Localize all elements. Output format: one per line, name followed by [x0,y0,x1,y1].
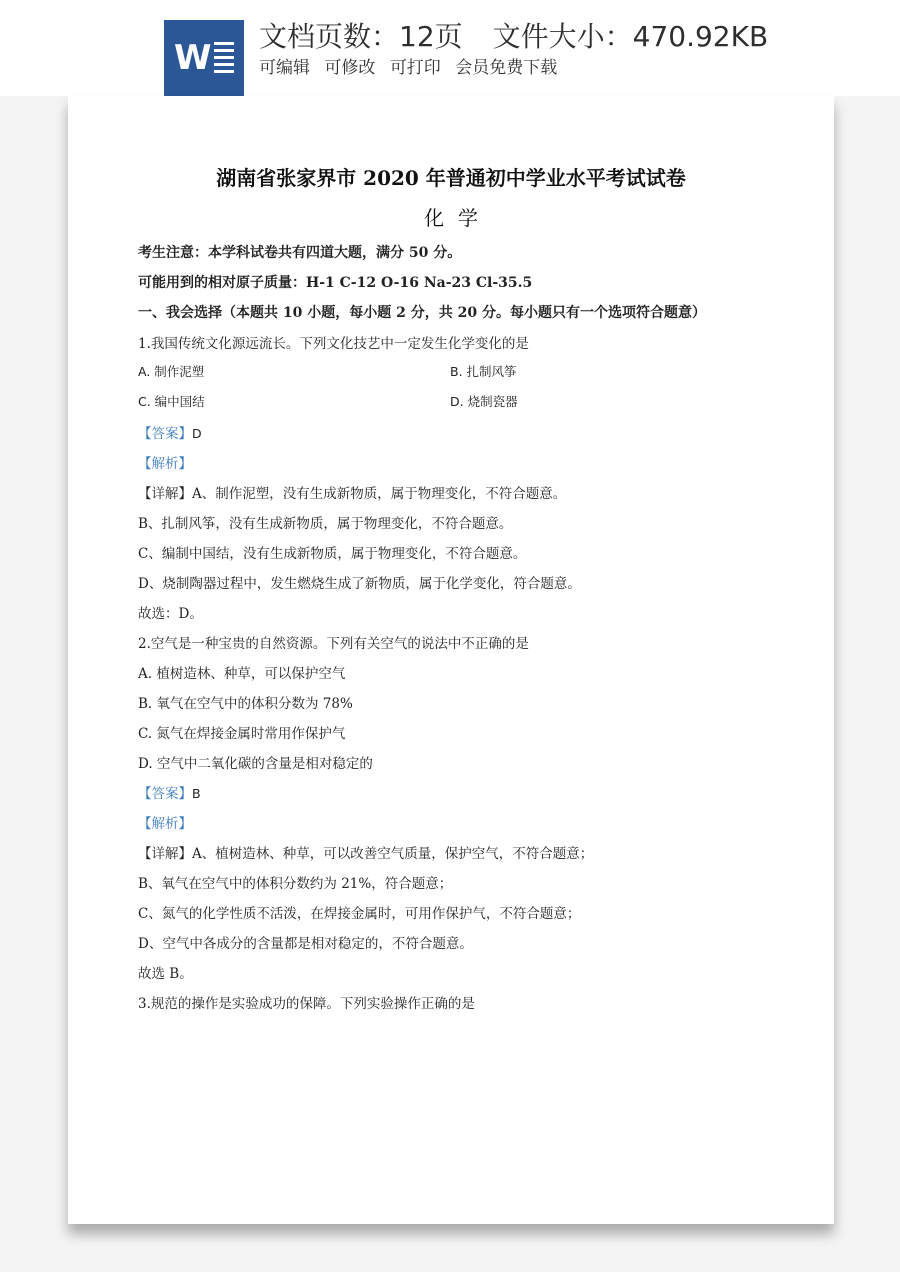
exam-subject: 化学 [424,206,492,230]
question-1-analysis-tag: 【解析】 [138,456,192,472]
question-1-detail-b: B、扎制风筝，没有生成新物质，属于物理变化，不符合题意。 [138,516,513,532]
section-heading: 一、我会选择（本题共 10 小题，每小题 2 分，共 20 分。每小题只有一个选项符合题意） [138,305,706,321]
answer-value: B [192,786,201,801]
question-1-stem: 1.我国传统文化源远流长。下列文化技艺中一定发生化学变化的是 [138,336,529,352]
question-2-conclusion: 故选 B。 [138,966,193,982]
detail-text: A、植树造林、种草，可以改善空气质量，保护空气，不符合题意； [192,846,594,862]
feature-editable: 可编辑 [259,58,310,78]
question-1-detail-d: D、烧制陶器过程中，发生燃烧生成了新物质，属于化学变化，符合题意。 [138,576,581,592]
atomic-masses: 可能用到的相对原子质量：H-1 C-12 O-16 Na-23 Cl-35.5 [138,275,533,291]
question-2-detail-b: B、氧气在空气中的体积分数约为 21%，符合题意； [138,876,453,892]
feature-member-download: 会员免费下载 [455,58,558,78]
question-1-option-c: C. 编中国结 [138,394,205,409]
answer-tag: 【答案】 [138,786,192,802]
question-1-detail-c: C、编制中国结，没有生成新物质，属于物理变化，不符合题意。 [138,546,527,562]
feature-printable: 可打印 [389,58,441,78]
exam-notice: 考生注意：本学科试卷共有四道大题，满分 50 分。 [138,245,462,261]
question-2-option-d: D. 空气中二氧化碳的含量是相对稳定的 [138,756,373,772]
feature-modifiable: 可修改 [324,58,376,78]
question-2-stem: 2.空气是一种宝贵的自然资源。下列有关空气的说法中不正确的是 [138,636,529,652]
question-2-detail-d: D、空气中各成分的含量都是相对稳定的，不符合题意。 [138,936,473,952]
file-size-label: 文件大小：470.92KB [492,20,769,53]
question-1-conclusion: 故选：D。 [138,606,203,622]
detail-text: A、制作泥塑，没有生成新物质，属于物理变化，不符合题意。 [192,486,567,502]
answer-tag: 【答案】 [138,426,192,442]
question-1-answer [138,422,202,442]
feature-list [259,56,566,80]
question-2-answer [138,782,201,802]
question-2-option-b: B. 氧气在空气中的体积分数为 78% [138,696,353,712]
question-3-stem: 3.规范的操作是实验成功的保障。下列实验操作正确的是 [138,996,475,1012]
exam-title: 湖南省张家界市 2020 年普通初中学业水平考试试卷 [216,166,686,190]
word-letter: W [174,38,212,78]
question-2-option-c: C. 氮气在焊接金属时常用作保护气 [138,726,346,742]
file-meta-line [259,18,768,56]
detail-tag: 【详解】 [138,486,192,502]
question-2-detail [138,842,593,862]
word-lines-icon [214,42,234,77]
question-2-option-a: A. 植树造林、种草，可以保护空气 [138,666,346,682]
page-count-label: 文档页数：12页 [259,20,463,53]
detail-tag: 【详解】 [138,846,192,862]
question-2-detail-c: C、氮气的化学性质不活泼，在焊接金属时，可用作保护气，不符合题意； [138,906,581,922]
question-1-option-a: A. 制作泥塑 [138,364,205,379]
document-page [68,96,834,1224]
answer-value: D [192,426,202,441]
question-1-option-b: B. 扎制风筝 [450,364,517,379]
question-1-detail [138,482,566,502]
file-info-bar [0,0,900,96]
question-1-option-d: D. 烧制瓷器 [450,394,518,409]
question-2-analysis-tag: 【解析】 [138,816,192,832]
word-document-icon [164,20,244,96]
